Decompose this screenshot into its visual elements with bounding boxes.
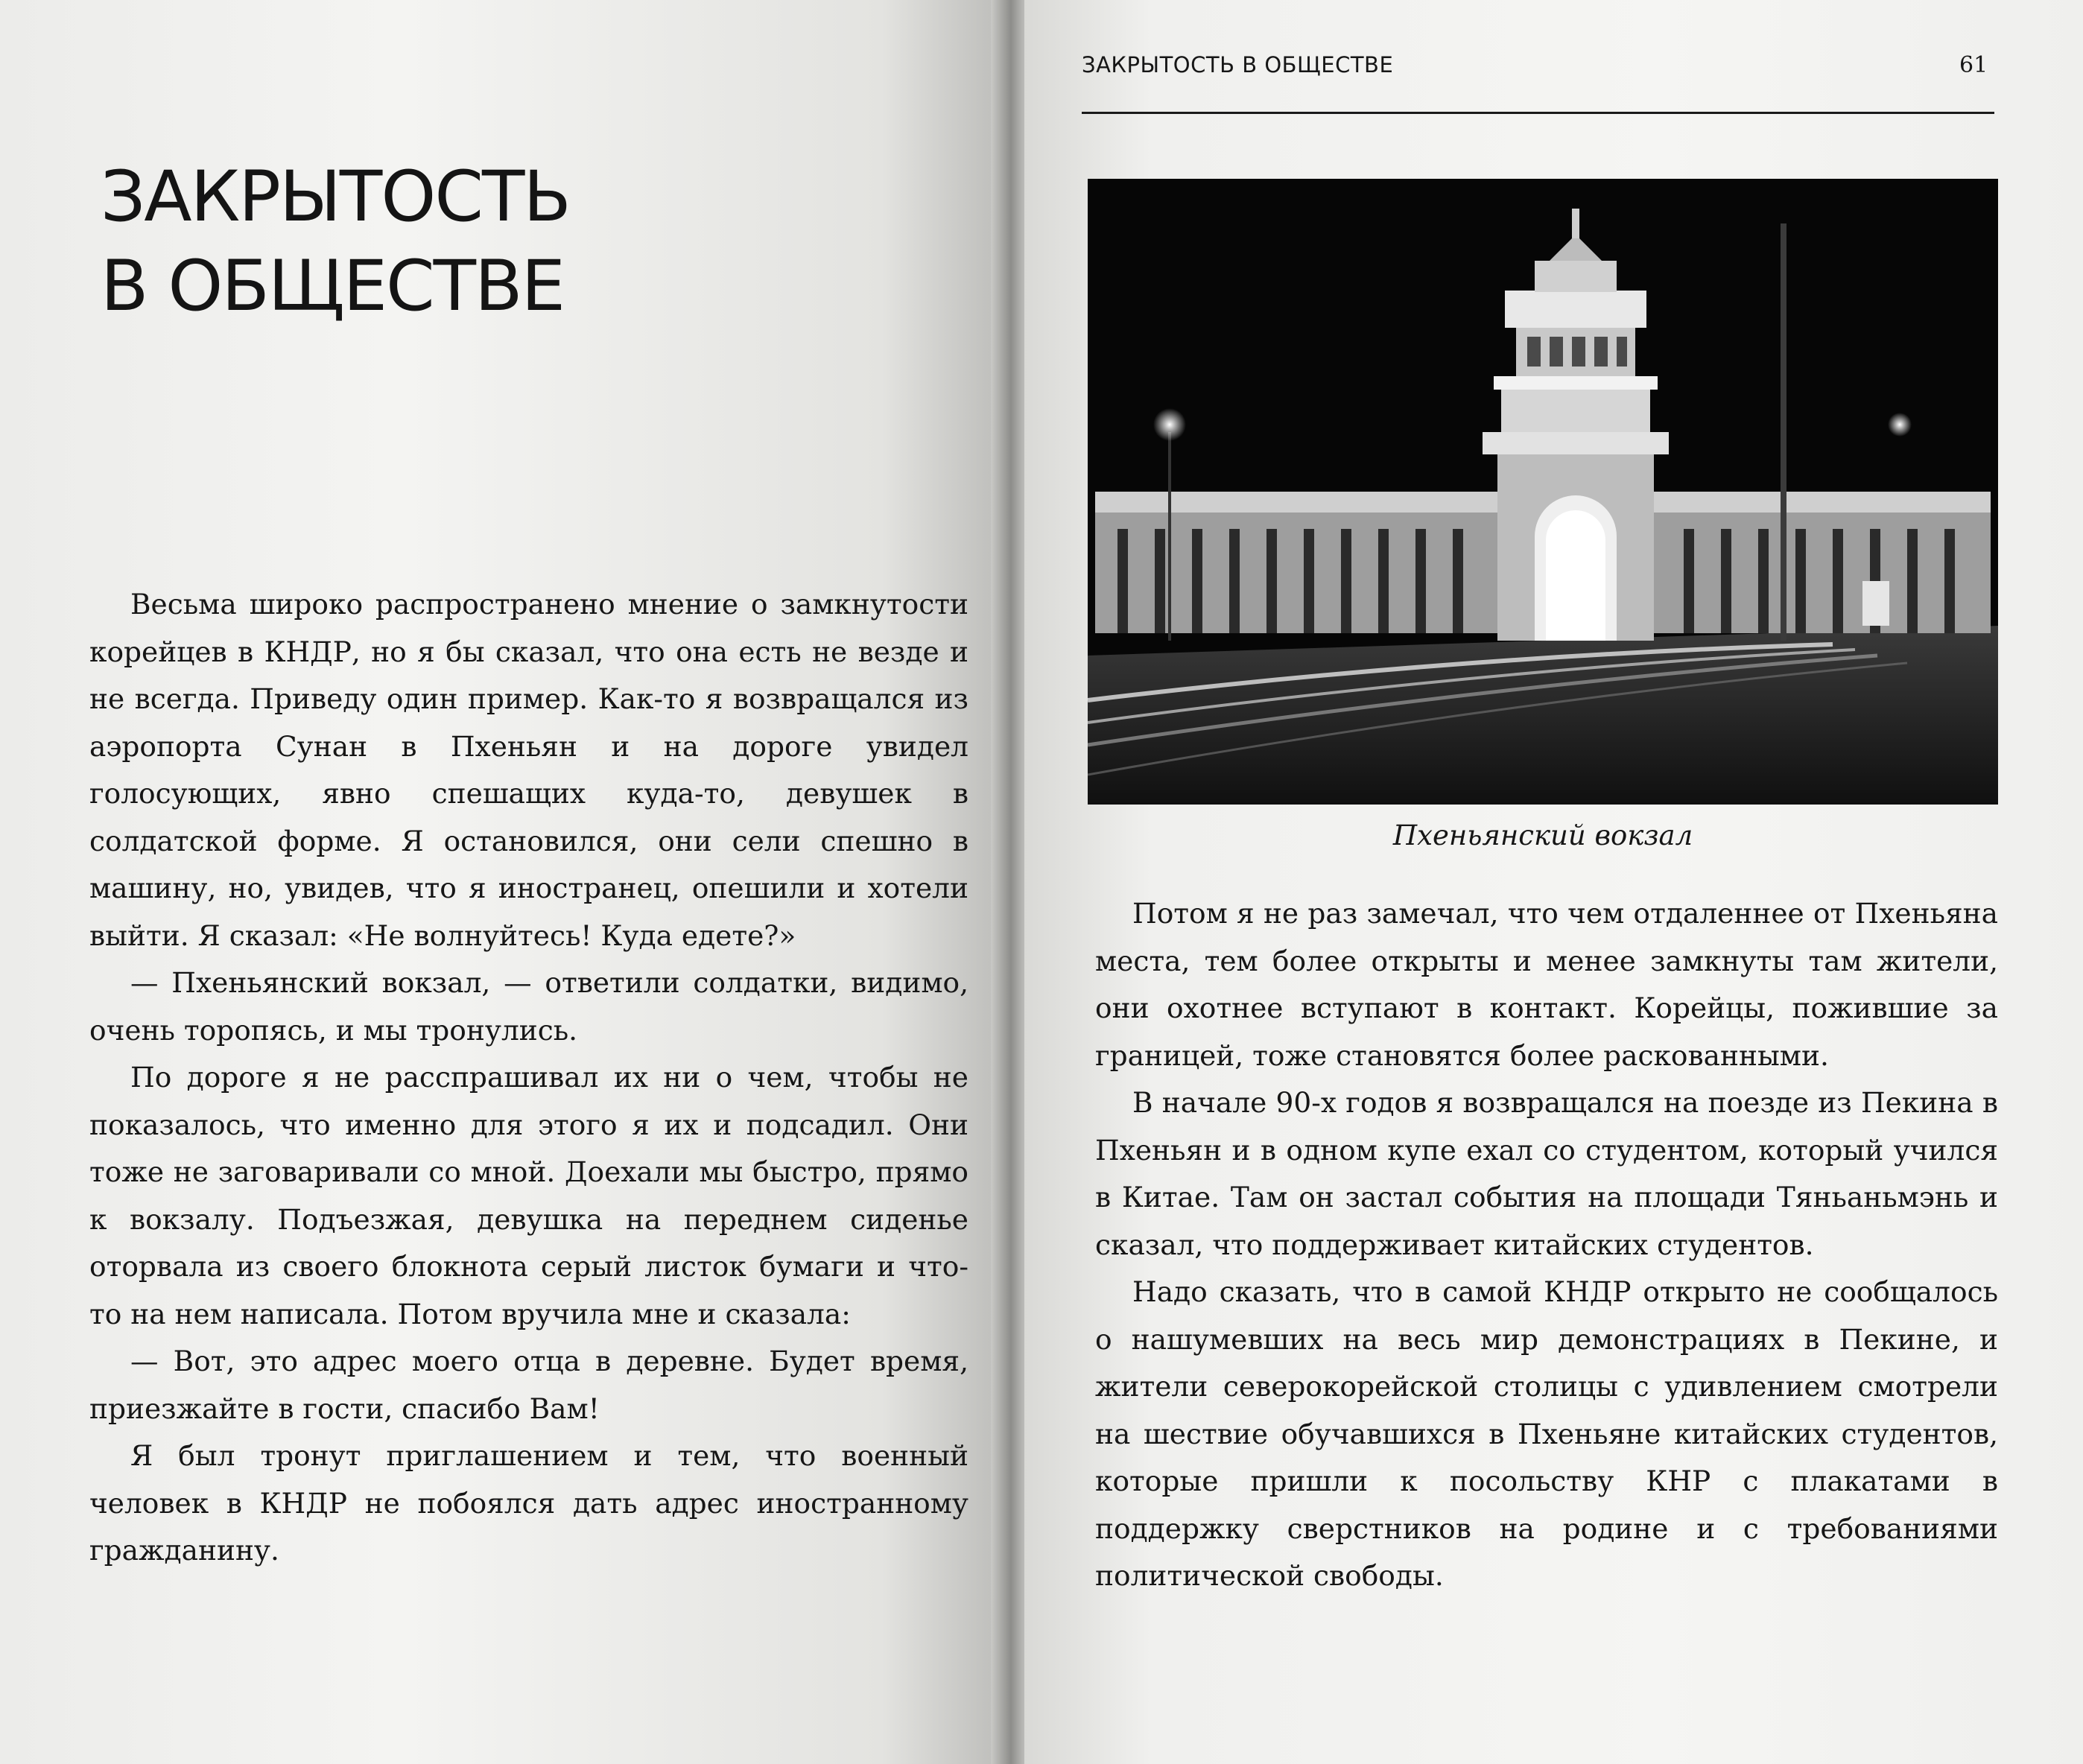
chapter-title xyxy=(101,153,697,331)
station-photo xyxy=(1088,179,1998,805)
paragraph: — Пхеньянский вокзал, — ответили солдатки, видимо, очень торопясь, и мы тронулись. xyxy=(89,966,968,1047)
paragraph: Надо сказать, что в самой КНДР открыто не сообщалось о нашумевших на весь мир демонстрациях в Пекине, и жители северокорейской столицы с удивлением смотрели на шествие обучавшихся в Пхеньяне китайских студентов, которые пришли к посольству КНР с плакатами в поддержку сверстников на родине и с требованиями политической свободы. xyxy=(1095,1275,1998,1592)
paragraph: Весьма широко распространено мнение о замкнутости корейцев в КНДР, но я бы сказал, что она есть не везде и не всегда. Приведу один пример. Как-то я возвращался из аэропорта Сунан в Пхеньян и на дороге увидел голосующих, явно спешащих куда-то, девушек в солдатской форме. Я остановился, они сели спешно в машину, но, увидев, что я иностранец, опешили и хотели выйти. Я сказал: «Не волнуйтесь! Куда едете?» xyxy=(89,588,968,952)
paragraph: Потом я не раз замечал, что чем отдаленнее от Пхеньяна места, тем более открыты и менее замкнуты там жители, они охотнее вступают в контакт. Корейцы, пожившие за границей, тоже становятся более раскованными. xyxy=(1095,897,1998,1072)
chapter-title-line-1: ЗАКРЫТОСТЬ xyxy=(101,156,570,238)
page-number: 61 xyxy=(1959,52,1988,78)
photo-caption: Пхеньянский вокзал xyxy=(1392,819,1693,851)
running-head: ЗАКРЫТОСТЬ В ОБЩЕСТВЕ xyxy=(1082,52,1394,77)
left-page-body xyxy=(89,581,968,1575)
right-page-body xyxy=(1095,890,1998,1600)
station-photo-illustration xyxy=(1088,179,1998,805)
paragraph: В начале 90-х годов я возвращался на поезде из Пекина в Пхеньян и в одном купе ехал со студентом, который учился в Китае. Там он застал события на площади Тяньаньмэнь и сказал, что поддерживает китайских студентов. xyxy=(1095,1086,1998,1261)
header-rule xyxy=(1082,112,1994,114)
left-page xyxy=(0,0,1002,1764)
paragraph: Я был тронут приглашением и тем, что военный человек в КНДР не побоялся дать адрес иностранному гражданину. xyxy=(89,1439,968,1567)
chapter-title-line-2: В ОБЩЕСТВЕ xyxy=(101,246,564,327)
paragraph: — Вот, это адрес моего отца в деревне. Будет время, приезжайте в гости, спасибо Вам! xyxy=(89,1345,968,1425)
paragraph: По дороге я не расспрашивал их ни о чем, чтобы не показалось, что именно для этого я их и подсадил. Они тоже не заговаривали со мной. Доехали мы быстро, прямо к вокзалу. Подъезжая, девушка на переднем сиденье оторвала из своего блокнота серый листок бумаги и что-то на нем написала. Потом вручила мне и сказала: xyxy=(89,1061,968,1330)
